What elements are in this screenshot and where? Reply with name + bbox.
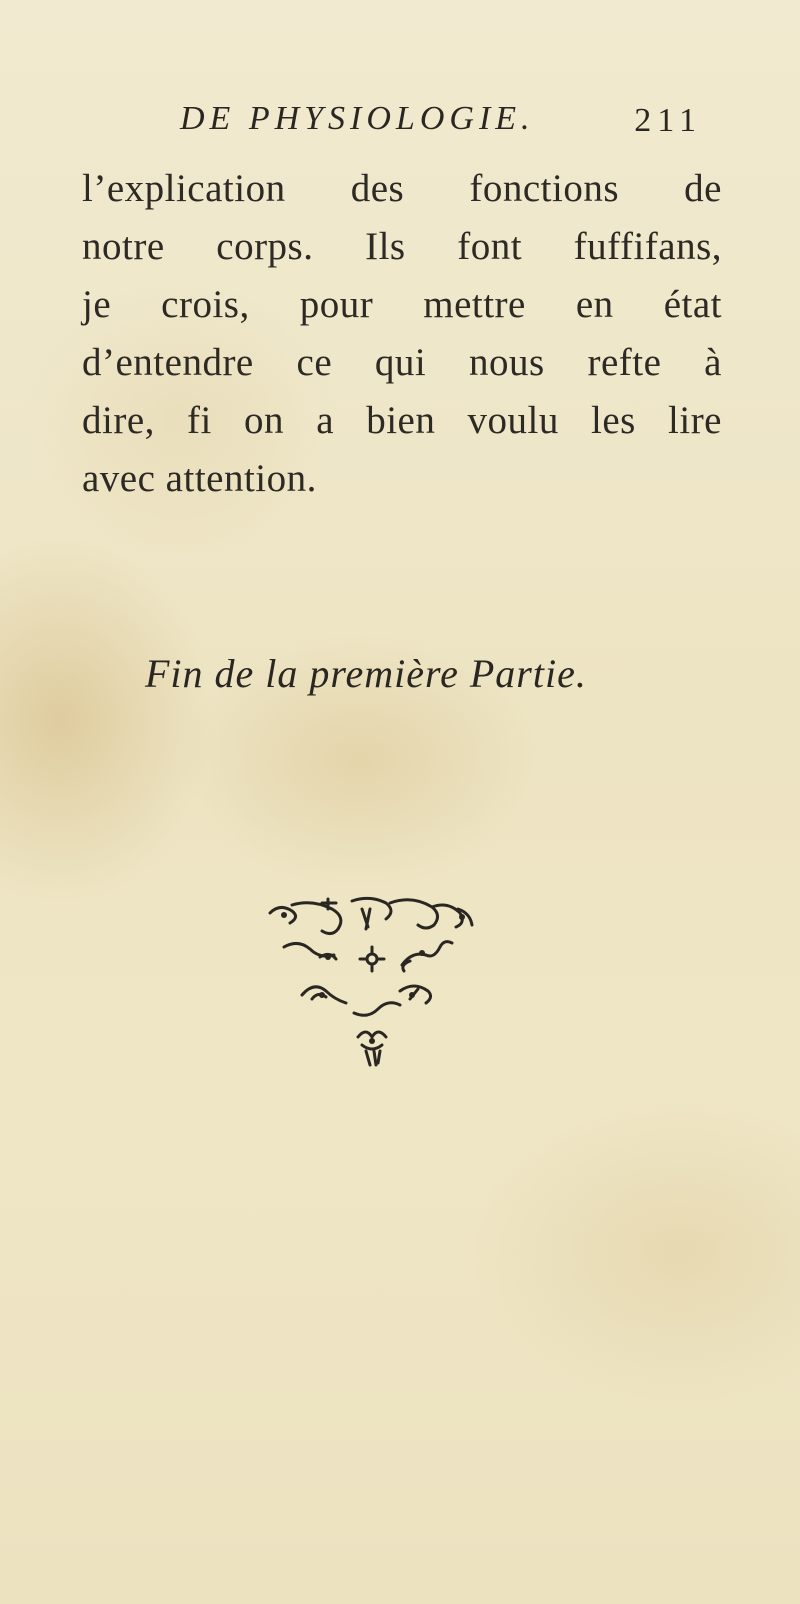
text-line: d’entendre ce qui nous refte à: [82, 341, 722, 384]
text-line: je crois, pour mettre en état: [82, 283, 722, 326]
text-line: dire, fi on a bien voulu les lire: [82, 399, 722, 442]
text-line: l’explication des fonctions de: [82, 167, 722, 210]
page-number: 211: [634, 102, 702, 139]
floral-tailpiece-icon: [262, 895, 482, 1095]
running-head: [180, 100, 720, 138]
text-line: avec attention.: [82, 457, 317, 500]
running-head-title: DE PHYSIOLOGIE.: [180, 100, 535, 137]
body-paragraph: [82, 160, 722, 508]
text-line: notre corps. Ils font fuffifans,: [82, 225, 722, 268]
section-end-line: Fin de la première Partie.: [145, 651, 587, 696]
